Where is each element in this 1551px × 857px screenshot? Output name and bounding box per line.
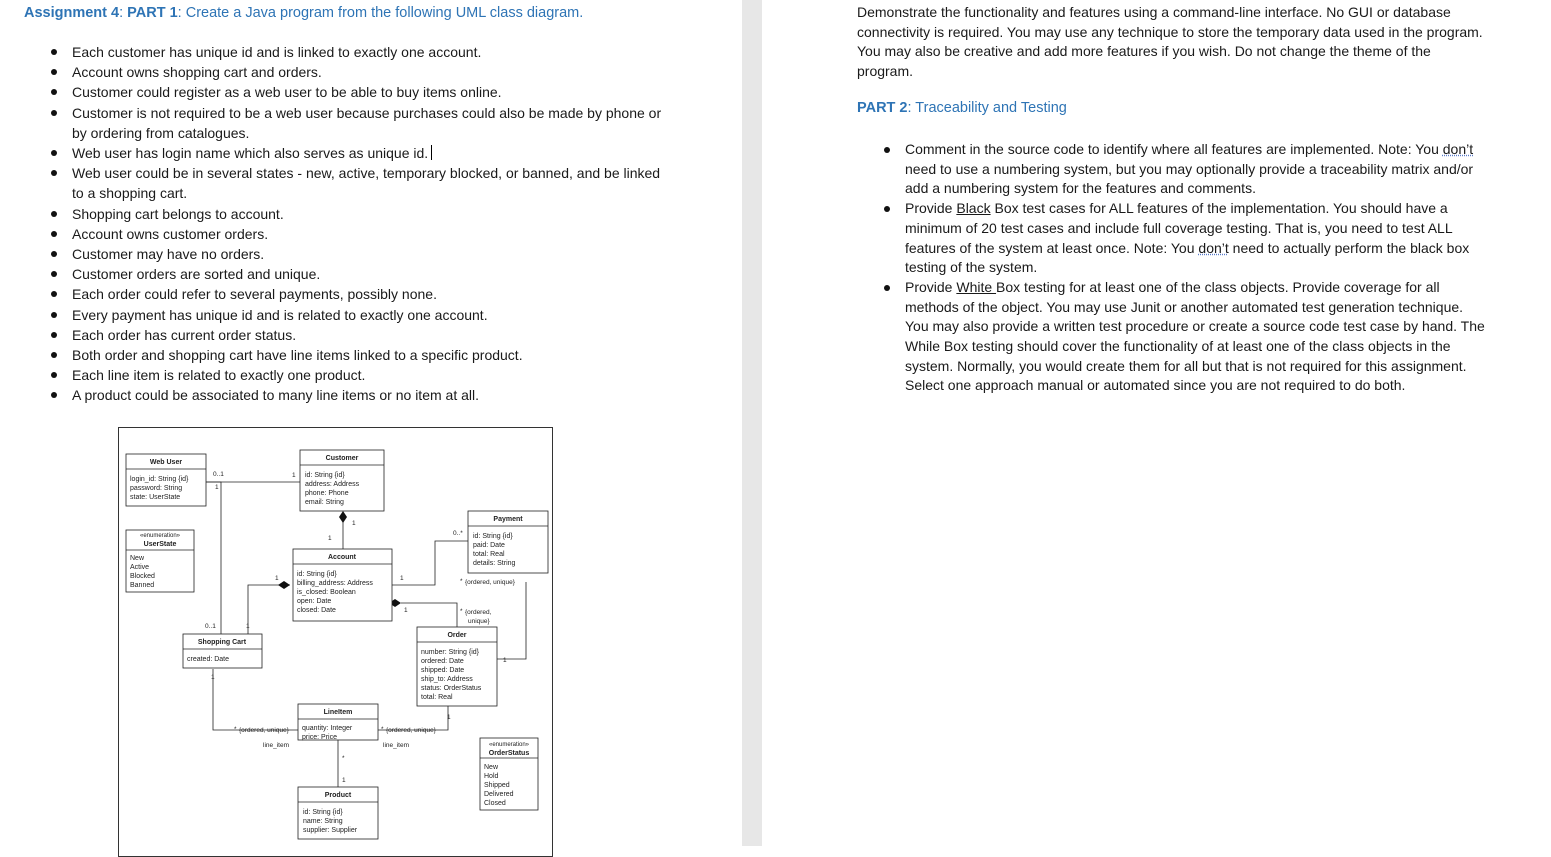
enum-value: New (484, 764, 499, 771)
enum-value: Active (130, 564, 150, 571)
list-item: Each line item is related to exactly one product. (72, 365, 672, 385)
userstate-title: UserState (143, 541, 177, 548)
orderstatus-enum (480, 738, 538, 810)
multiplicity-label: * (381, 726, 384, 733)
webuser-title: Web User (149, 459, 183, 466)
class-attr: state: UserState (130, 494, 181, 501)
class-attr: email: String (305, 499, 344, 506)
multiplicity-label: 1 (275, 575, 279, 582)
class-attr: password: String (130, 485, 183, 492)
class-attr: login_id: String {id} (130, 476, 189, 483)
lineitem-class (298, 704, 378, 741)
enum-value: Closed (484, 800, 506, 807)
part2-heading: PART 2: Traceability and Testing (857, 100, 1067, 116)
text-cursor (431, 145, 432, 160)
constraint-label: {ordered, unique} (239, 727, 289, 734)
multiplicity-label: 0..1 (213, 471, 224, 478)
account-title: Account (328, 554, 356, 561)
list-item: Shopping cart belongs to account. (72, 204, 672, 224)
payment-title: Payment (493, 516, 523, 523)
list-item: Provide White Box testing for at least one of the class objects. Provide coverage for all methods of the object. You may use Junit or another automated test generation technique. You may also provide a written test procedure or create a source code test case by hand. The While Box testing should cover the functionality of at least one of the class objects in the system. Normally, you would create them for all but that is not required for this assignment. Select one approach manual or automated since you are not required to do both. (905, 278, 1490, 396)
list-item: Web user could be in several states - new, active, temporary blocked, or banned, and be linked to a shopping cart. (72, 163, 672, 203)
multiplicity-label: * (460, 578, 463, 585)
class-attr: status: OrderStatus (421, 685, 482, 692)
class-attr: name: String (303, 818, 343, 825)
enum-value: Delivered (484, 791, 514, 798)
multiplicity-label: * (342, 755, 345, 762)
list-item: Each order has current order status. (72, 325, 672, 345)
account-class (293, 549, 392, 621)
product-class (298, 787, 378, 839)
multiplicity-label: 1 (292, 472, 296, 479)
enum-value: Shipped (484, 782, 510, 789)
class-attr: id: String {id} (305, 472, 345, 479)
list-item: Web user has login name which also serves as unique id. (72, 143, 672, 163)
class-attr: closed: Date (297, 607, 336, 614)
multiplicity-label: 1 (246, 623, 250, 630)
order-class (417, 627, 497, 706)
class-attr: paid: Date (473, 542, 505, 549)
class-attr: details: String (473, 560, 516, 567)
multiplicity-label: 1 (211, 674, 215, 681)
multiplicity-label: 1 (342, 777, 346, 784)
list-item: Each order could refer to several payments, possibly none. (72, 284, 672, 304)
class-attr: address: Address (305, 481, 360, 488)
class-attr: created: Date (187, 656, 230, 663)
multiplicity-label: * (234, 726, 237, 733)
role-label: line_item (383, 742, 410, 749)
enum-value: Banned (130, 582, 155, 589)
role-label: line_item (263, 742, 290, 749)
list-item: Customer may have no orders. (72, 244, 672, 264)
class-attr: shipped: Date (421, 667, 465, 674)
list-item: Account owns customer orders. (72, 224, 672, 244)
list-item: Both order and shopping cart have line items linked to a specific product. (72, 345, 672, 365)
multiplicity-label: 1 (447, 714, 451, 721)
class-attr: id: String {id} (303, 809, 343, 816)
constraint-label: {ordered, unique} (386, 727, 436, 734)
uml-class-diagram (118, 427, 553, 846)
class-attr: phone: Phone (305, 490, 349, 497)
customer-class (300, 450, 384, 511)
shoppingcart-class (183, 634, 262, 668)
multiplicity-label: 1 (328, 535, 332, 542)
constraint-label: unique} (468, 618, 490, 625)
order-title: Order (447, 632, 467, 639)
multiplicity-label: 0..* (453, 530, 463, 537)
list-item: Customer is not required to be a web user because purchases could also be made by phone or by ordering from catalogues. (72, 103, 672, 143)
intro-paragraph: Demonstrate the functionality and features using a command-line interface. No GUI or database connectivity is required. You may use any technique to store the temporary data used in the program. You may also be creative and add more features if you wish. Do not change the theme of the program. (857, 4, 1483, 79)
shoppingcart-title: Shopping Cart (197, 639, 247, 646)
multiplicity-label: 1 (352, 520, 356, 527)
enum-value: Hold (484, 773, 499, 780)
class-attr: quantity: Integer (302, 725, 353, 732)
class-attr: open: Date (297, 598, 332, 605)
constraint-label: {ordered, unique} (465, 579, 515, 586)
enum-value: New (130, 555, 145, 562)
multiplicity-label: * (460, 608, 463, 615)
class-attr: total: Real (421, 694, 453, 701)
page-gutter (742, 0, 762, 846)
enum-stereotype: «enumeration» (139, 533, 181, 539)
constraint-label: {ordered, (465, 609, 492, 616)
class-attr: is_closed: Boolean (297, 589, 356, 596)
list-item: Customer could register as a web user to be able to buy items online. (72, 82, 672, 102)
class-attr: id: String {id} (473, 533, 513, 540)
list-item: Provide Black Box test cases for ALL features of the implementation. You should have a minimum of 20 test cases and include full coverage testing. That is, you need to test ALL features of the system at least once. Note: You don’t need to actually perform the black box testing of the system. (905, 199, 1490, 278)
requirements-list (72, 42, 672, 406)
list-item: Comment in the source code to identify where all features are implemented. Note: You don’t need to use a numbering system, but you may optionally provide a traceability matrix and/or add a numbering system for the features and comments. (905, 140, 1490, 199)
enum-stereotype: «enumeration» (488, 742, 530, 748)
list-item: Each customer has unique id and is linked to exactly one account. (72, 42, 672, 62)
multiplicity-label: 1 (400, 575, 404, 582)
right-page (762, 0, 1551, 846)
class-attr: ordered: Date (421, 658, 464, 665)
class-attr: ship_to: Address (421, 676, 473, 683)
list-item: Customer orders are sorted and unique. (72, 264, 672, 284)
part1-heading: Assignment 4: PART 1: Create a Java program from the following UML class diagram. (24, 5, 584, 21)
class-attr: total: Real (473, 551, 505, 558)
class-attr: number: String {id} (421, 649, 479, 656)
enum-value: Blocked (130, 573, 155, 580)
list-item: A product could be associated to many line items or no item at all. (72, 385, 672, 405)
class-attr: supplier: Supplier (303, 827, 358, 834)
webuser-class (126, 454, 206, 506)
testing-list (905, 140, 1490, 396)
list-item: Account owns shopping cart and orders. (72, 62, 672, 82)
userstate-enum (126, 530, 194, 592)
class-attr: billing_address: Address (297, 580, 373, 587)
class-attr: id: String {id} (297, 571, 337, 578)
product-title: Product (324, 792, 352, 799)
multiplicity-label: 1 (503, 657, 507, 664)
orderstatus-title: OrderStatus (488, 750, 530, 757)
lineitem-title: LineItem (323, 709, 353, 716)
class-attr: price: Price (302, 734, 338, 741)
list-item: Every payment has unique id and is related to exactly one account. (72, 305, 672, 325)
multiplicity-label: 0..1 (205, 623, 216, 630)
customer-title: Customer (325, 455, 359, 462)
payment-class (468, 511, 548, 573)
multiplicity-label: 1 (215, 484, 219, 491)
multiplicity-label: 1 (404, 607, 408, 614)
